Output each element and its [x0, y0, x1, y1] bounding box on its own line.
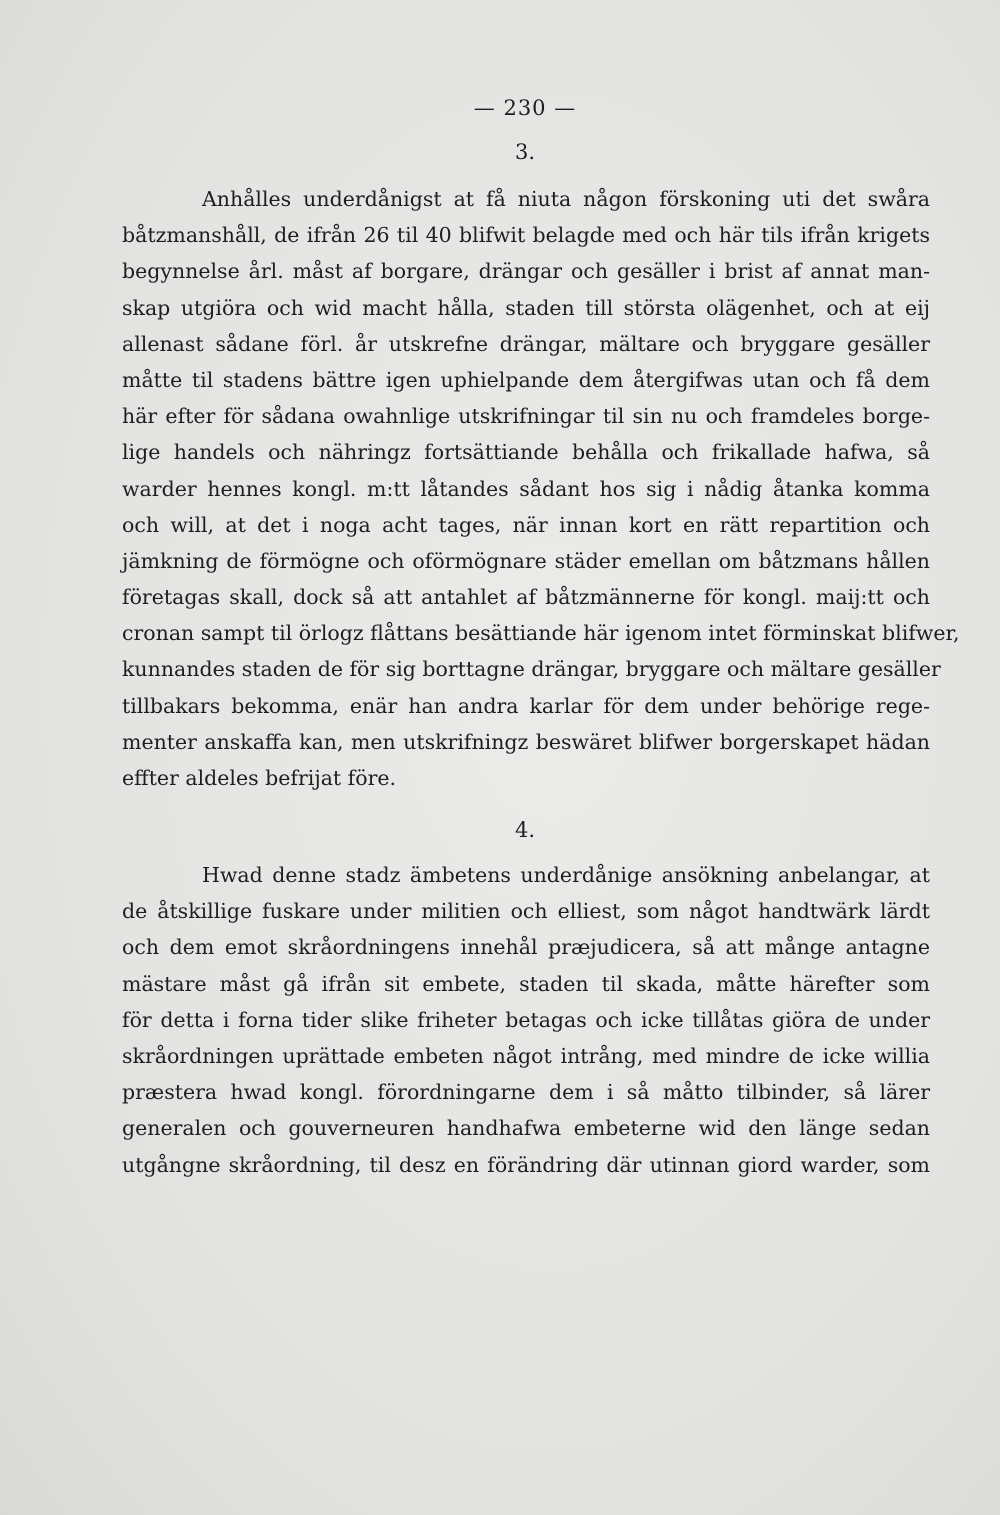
- text-line: effter aldeles befrijat före.: [122, 766, 397, 790]
- text-line: och dem emot skråordningens innehål præjudicera, så att månge antagne: [122, 935, 930, 960]
- text-line: kunnandes staden de för sig borttagne drängar, bryggare och mältare gesäller: [122, 657, 941, 682]
- text-line: Anhålles underdånigst at få niuta någon förskoning uti det swåra: [202, 187, 930, 211]
- page-number: — 230 —: [473, 96, 577, 120]
- text-line: skråordningen uprättade embeten något intrång, med mindre de icke willia: [122, 1043, 930, 1068]
- paragraph-section-3: [122, 181, 960, 796]
- text-line: Hwad denne stadz ämbetens underdånige ansökning anbelangar, at: [202, 863, 930, 887]
- text-line: generalen och gouverneuren handhafwa embeterne wid den länge sedan: [122, 1116, 930, 1141]
- section-number-3: 3.: [514, 140, 536, 164]
- text-line: jämkning de förmögne och oförmögnare städer emellan om båtzmans hållen: [122, 548, 930, 573]
- text-line: utgångne skråordning, til desz en förändring där utinnan giord warder, som: [122, 1152, 930, 1177]
- paragraph-section-4: [122, 857, 930, 1183]
- text-line: båtzmanshåll, de ifrån 26 til 40 blifwit belagde med och här tils ifrån krigets: [122, 223, 930, 248]
- text-line: begynnelse årl. måst af borgare, drängar och gesäller i brist af annat man-: [122, 259, 930, 284]
- text-line: skap utgiöra och wid macht hålla, staden till största olägenhet, och at eij: [122, 295, 930, 320]
- text-line: och will, at det i noga acht tages, när innan kort en rätt repartition och: [122, 512, 930, 537]
- text-line: måtte til stadens bättre igen uphielpande dem återgifwas utan och få dem: [122, 367, 930, 392]
- text-line: för detta i forna tider slike friheter betagas och icke tillåtas giöra de under: [122, 1007, 930, 1032]
- text-line: företagas skall, dock så att antahlet af båtzmännerne för kongl. maij:tt och: [122, 585, 930, 610]
- section-number-4: 4.: [514, 818, 536, 842]
- text-line: præstera hwad kongl. förordningarne dem i så måtto tilbinder, så lärer: [122, 1080, 930, 1105]
- text-line: allenast sådane förl. år utskrefne drängar, mältare och bryggare gesäller: [122, 331, 930, 356]
- text-line: de åtskillige fuskare under militien och elliest, som något handtwärk lärdt: [122, 899, 930, 924]
- text-line: warder hennes kongl. m:tt låtandes sådant hos sig i nådig åtanka komma: [122, 476, 930, 501]
- text-line: tillbakars bekomma, enär han andra karlar för dem under behörige rege-: [122, 693, 930, 718]
- text-line: lige handels och nähringz fortsättiande behålla och frikallade hafwa, så: [122, 440, 930, 465]
- text-line: menter anskaffa kan, men utskrifningz beswäret blifwer borgerskapet hädan: [122, 729, 930, 754]
- text-line: cronan sampt til örlogz flåttans besättiande här igenom intet förminskat blifwer,: [122, 621, 960, 646]
- text-line: här efter för sådana owahnlige utskrifningar til sin nu och framdeles borge-: [122, 404, 930, 429]
- text-line: mästare måst gå ifrån sit embete, staden til skada, måtte härefter som: [122, 971, 930, 996]
